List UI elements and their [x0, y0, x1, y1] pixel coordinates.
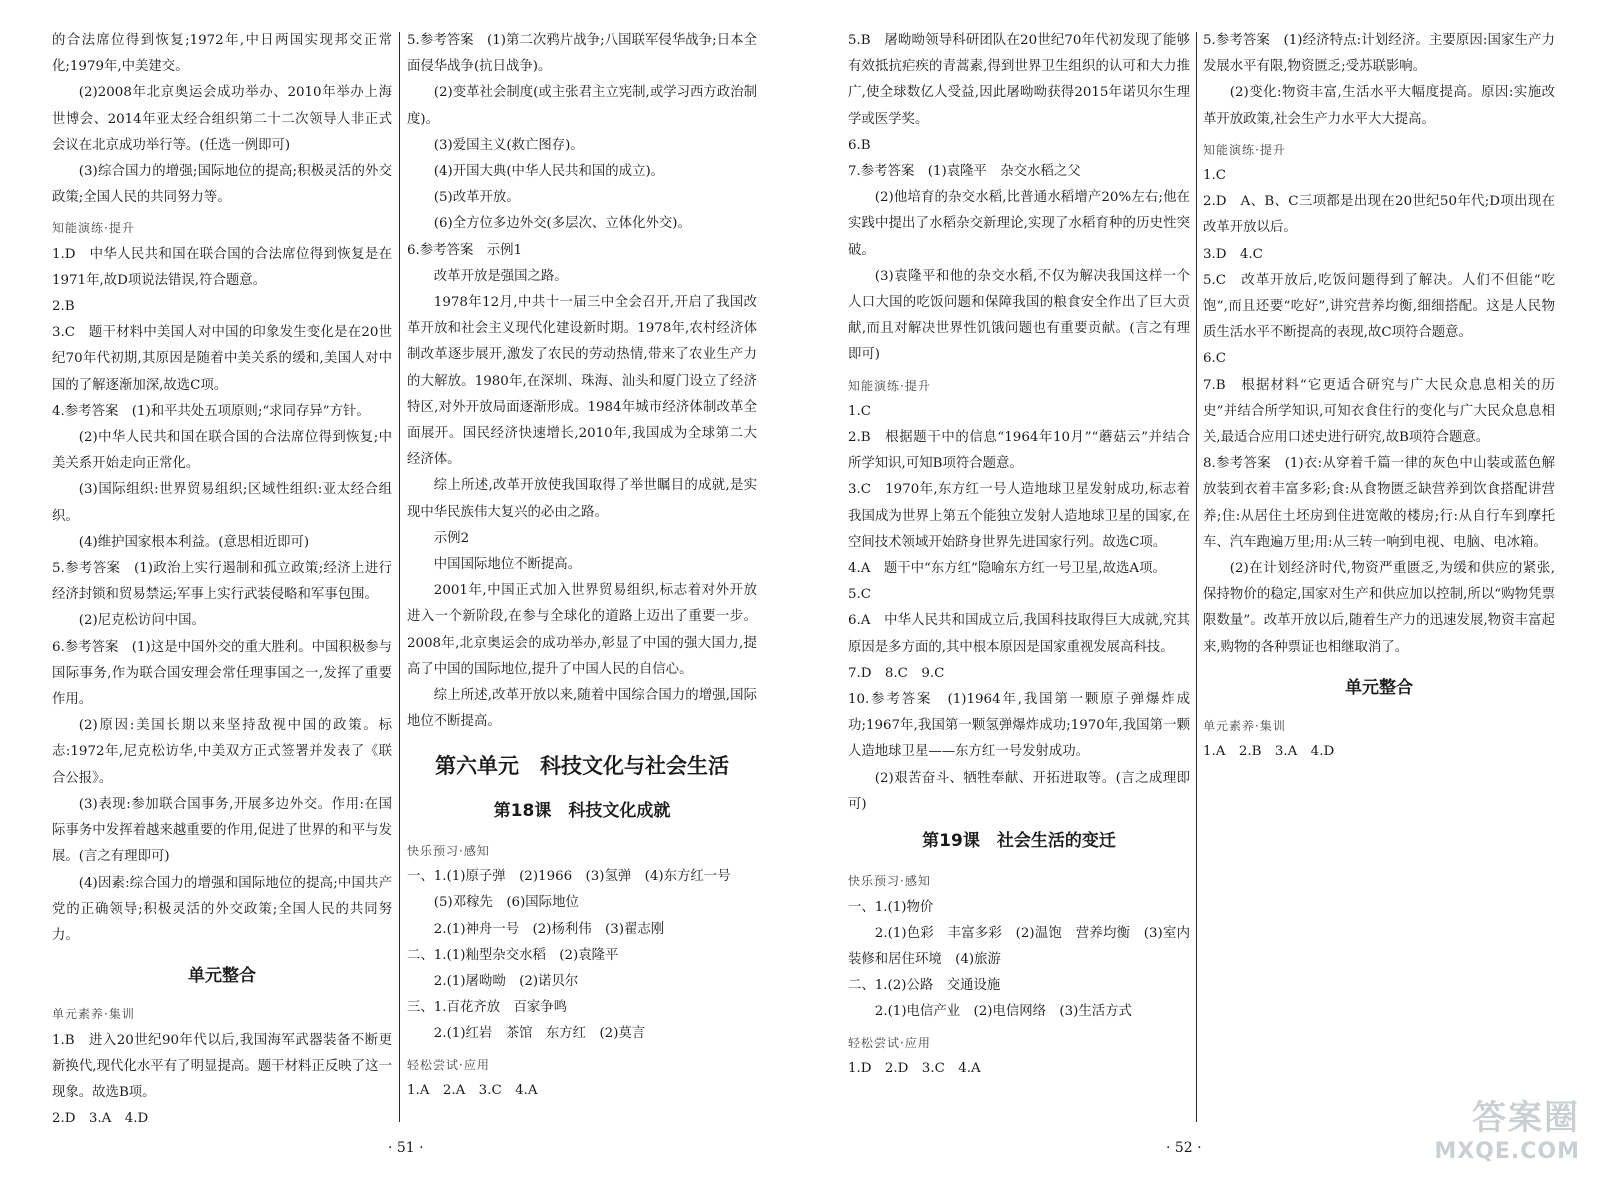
answer-paragraph: (4)维护国家根本利益。(意思相近即可) — [78, 534, 310, 550]
column-3 — [848, 28, 1190, 1082]
answer-paragraph: 综上所述,改革开放使我国取得了举世瞩目的成就,是实现中华民族伟大复兴的必由之路。 — [407, 478, 757, 520]
answer-paragraph: 2.(1)屠呦呦 (2)诺贝尔 — [433, 973, 579, 989]
answer-paragraph: 3.C 1970年,东方红一号人造地球卫星发射成功,标志着我国成为世界上第五个能独立发射人造地球卫星的国家,在空间技术领域开始跻身世界先进国家行列。故选C项。 — [848, 482, 1190, 550]
page-52 — [800, 0, 1600, 1178]
answer-paragraph: 6.A 中华人民共和国成立后,我国科技取得巨大成就,究其原因是多方面的,其中根本原因是国家重视发展高科技。 — [848, 613, 1190, 655]
answer-paragraph: (3)袁隆平和他的杂交水稻,不仅为解决我国这样一个人口大国的吃饭问题和保障我国的粮食安全作出了巨大贡献,而且对解决世界性饥饿问题也有重要贡献。(言之有理即可) — [848, 268, 1190, 363]
answer-paragraph: (3)综合国力的增强;国际地位的提高;积极灵活的外交政策;全国人民的共同努力等。 — [52, 164, 392, 206]
answer-paragraph: 改革开放是强国之路。 — [433, 268, 568, 284]
answer-paragraph: 6.参考答案 示例1 — [407, 242, 523, 258]
answer-paragraph: 4.A 题干中“东方红”隐喻东方红一号卫星,故选A项。 — [848, 561, 1166, 577]
section-label: 轻松尝试·应用 — [848, 1035, 931, 1050]
answer-paragraph: 示例2 — [433, 530, 470, 546]
answer-paragraph: (6)全方位多边外交(多层次、立体化外交)。 — [433, 216, 691, 232]
answer-paragraph: (4)因素:综合国力的增强和国际地位的提高;中国共产党的正确领导;积极灵活的外交政策;全国人民的共同努力。 — [52, 875, 392, 943]
answer-paragraph: 2.D A、B、C三项都是出现在20世纪50年代;D项出现在改革开放以后。 — [1203, 194, 1555, 236]
answer-paragraph: (5)邓稼先 (6)国际地位 — [433, 895, 579, 911]
section-label: 快乐预习·感知 — [848, 874, 931, 889]
watermark-line1: 答案圈 — [1472, 1098, 1580, 1138]
column-2 — [407, 28, 757, 1104]
answer-paragraph: 2.(1)电信产业 (2)电信网络 (3)生活方式 — [874, 1004, 1132, 1020]
answer-paragraph: (2)变化:物资丰富,生活水平大幅度提高。原因:实施改革开放政策,社会生产力水平大大提高。 — [1203, 85, 1555, 127]
answer-paragraph: (2)尼克松访问中国。 — [78, 613, 205, 629]
answer-paragraph: 2.B 根据题干中的信息“1964年10月”“蘑菇云”并结合所学知识,可知B项符合题意。 — [848, 430, 1190, 472]
answer-paragraph: 一、1.(1)原子弹 (2)1966 (3)氢弹 (4)东方红一号 — [407, 869, 731, 885]
heading: 单元整合 — [188, 966, 256, 987]
column-divider — [1196, 32, 1197, 1122]
answer-paragraph: 中国国际地位不断提高。 — [433, 557, 582, 573]
heading: 第18课 科技文化成就 — [493, 800, 671, 821]
heading: 单元整合 — [1345, 677, 1413, 698]
answer-paragraph: (3)爱国主义(救亡图存)。 — [433, 137, 584, 153]
answer-paragraph: 1.C — [1203, 168, 1227, 184]
page-number: · 51 · — [388, 1140, 424, 1156]
column-divider — [399, 32, 400, 1122]
answer-paragraph: 7.参考答案 (1)袁隆平 杂交水稻之父 — [848, 164, 1081, 180]
answer-paragraph: 3.D 4.C — [1203, 246, 1263, 262]
answer-paragraph: 的合法席位得到恢复;1972年,中日两国实现邦交正常化;1979年,中美建交。 — [52, 33, 392, 75]
page-number: · 52 · — [1166, 1140, 1202, 1156]
answer-paragraph: 1.D 2.D 3.C 4.A — [848, 1060, 981, 1076]
answer-paragraph: 3.C 题干材料中美国人对中国的印象发生变化是在20世纪70年代初期,其原因是随着中美关系的缓和,美国人对中国的了解逐渐加深,故选C项。 — [52, 325, 392, 393]
answer-paragraph: 1.A 2.B 3.A 4.D — [1203, 744, 1335, 760]
answer-paragraph: 1.B 进入20世纪90年代以后,我国海军武器装备不断更新换代,现代化水平有了明显提高。题干材料正反映了这一现象。故选B项。 — [52, 1032, 392, 1100]
column-1 — [52, 28, 392, 1132]
answer-paragraph: (2)在计划经济时代,物资严重匮乏,为缓和供应的紧张,保持物价的稳定,国家对生产和供应加以控制,所以“购物凭票限数量”。改革开放以后,随着生产力的迅速发展,物资丰富起来,购物的各种票证也相继取消了。 — [1203, 561, 1555, 655]
answer-paragraph: (2)中华人民共和国在联合国的合法席位得到恢复;中美关系开始走向正常化。 — [52, 430, 392, 472]
answer-paragraph: (5)改革开放。 — [433, 190, 520, 206]
answer-paragraph: 1.D 中华人民共和国在联合国的合法席位得到恢复是在1971年,故D项说法错误,符合题意。 — [52, 246, 392, 288]
answer-paragraph: 7.B 根据材料“它更适合研究与广大民众息息相关的历史”并结合所学知识,可知衣食住行的变化与广大民众息息相关,最适合应用口述史进行研究,故B项符合题意。 — [1203, 377, 1555, 446]
answer-paragraph: 1.C — [848, 403, 872, 419]
section-label: 单元素养·集训 — [1203, 719, 1286, 734]
answer-paragraph: 三、1.百花齐放 百家争鸣 — [407, 1000, 568, 1016]
answer-paragraph: 5.B 屠呦呦领导科研团队在20世纪70年代初发现了能够有效抵抗疟疾的青蒿素,得到世界卫生组织的认可和大力推广,使全球数亿人受益,因此屠呦呦获得2015年诺贝尔生理学或医学奖。 — [848, 33, 1190, 127]
answer-paragraph: (4)开国大典(中华人民共和国的成立)。 — [433, 164, 665, 180]
answer-paragraph: 二、1.(1)籼型杂交水稻 (2)袁隆平 — [407, 947, 619, 963]
answer-paragraph: 4.参考答案 (1)和平共处五项原则;“求同存异”方针。 — [52, 403, 370, 419]
answer-paragraph: (2)艰苦奋斗、牺牲奉献、开拓进取等。(言之成理即可) — [848, 770, 1190, 812]
answer-paragraph: (3)国际组织:世界贸易组织;区域性组织:亚太经合组织。 — [52, 482, 392, 524]
answer-paragraph: 6.B — [848, 137, 871, 153]
answer-paragraph: (2)2008年北京奥运会成功举办、2010年举办上海世博会、2014年亚太经合组织第二十二次领导人非正式会议在北京成功举行等。(任选一例即可) — [52, 85, 392, 153]
watermark-logo — [1380, 1090, 1580, 1170]
answer-paragraph: 二、1.(2)公路 交通设施 — [848, 978, 1001, 994]
answer-paragraph: 1978年12月,中共十一届三中全会召开,开启了我国改革开放和社会主义现代化建设新时期。1978年,农村经济体制改革逐步展开,激发了农民的劳动热情,带来了农业生产力的大解放。1980年,在深圳、珠海、汕头和厦门设立了经济特区,对外开放局面逐渐形成。1984年城市经济体制改革全面展开。国民经济快速增长,2010年,我国成为全球第二大经济体。 — [407, 295, 757, 468]
answer-paragraph: (2)变革社会制度(或主张君主立宪制,或学习西方政治制度)。 — [407, 85, 757, 127]
answer-paragraph: 2.B — [52, 299, 75, 315]
answer-paragraph: 6.参考答案 (1)这是中国外交的重大胜利。中国积极参与国际事务,作为联合国安理会常任理事国之一,发挥了重要作用。 — [52, 639, 392, 708]
answer-paragraph: 1.A 2.A 3.C 4.A — [407, 1082, 538, 1098]
section-label: 知能演练·提升 — [1203, 142, 1286, 157]
column-4 — [1203, 28, 1555, 765]
answer-paragraph: 2.D 3.A 4.D — [52, 1111, 149, 1127]
watermark-line2: MXQE.COM — [1434, 1139, 1580, 1164]
answer-paragraph: 一、1.(1)物价 — [848, 899, 934, 915]
answer-paragraph: (3)表现:参加联合国事务,开展多边外交。作用:在国际事务中发挥着越来越重要的作用,促进了世界的和平与发展。(言之有理即可) — [52, 796, 392, 865]
answer-paragraph: 2001年,中国正式加入世界贸易组织,标志着对外开放进入一个新阶段,在参与全球化的道路上迈出了重要一步。2008年,北京奥运会的成功举办,彰显了中国的强大国力,提高了中国的国际地位,提升了中国人民的自信心。 — [407, 583, 757, 677]
answer-paragraph: (2)原因:美国长期以来坚持敌视中国的政策。标志:1972年,尼克松访华,中美双方正式签署并发表了《联合公报》。 — [52, 718, 392, 786]
answer-paragraph: 5.C — [848, 587, 872, 603]
answer-paragraph: 2.(1)红岩 茶馆 东方红 (2)莫言 — [433, 1026, 646, 1042]
section-label: 快乐预习·感知 — [407, 843, 490, 858]
section-label: 知能演练·提升 — [52, 221, 135, 236]
answer-paragraph: 7.D 8.C 9.C — [848, 665, 945, 681]
answer-paragraph: 综上所述,改革开放以来,随着中国综合国力的增强,国际地位不断提高。 — [407, 688, 757, 730]
answer-paragraph: 2.(1)色彩 丰富多彩 (2)温饱 营养均衡 (3)室内装修和居住环境 (4)旅游 — [848, 925, 1190, 967]
section-label: 知能演练·提升 — [848, 378, 931, 393]
heading: 第19课 社会生活的变迁 — [922, 831, 1116, 852]
answer-paragraph: 10.参考答案 (1)1964年,我国第一颗原子弹爆炸成功;1967年,我国第一颗氢弹爆炸成功;1970年,我国第一颗人造地球卫星——东方红一号发射成功。 — [848, 692, 1190, 760]
answer-paragraph: 5.参考答案 (1)政治上实行遏制和孤立政策;经济上进行经济封锁和贸易禁运;军事上实行武装侵略和军事包围。 — [52, 561, 392, 603]
heading: 第六单元 科技文化与社会生活 — [435, 754, 729, 779]
answer-paragraph: (2)他培育的杂交水稻,比普通水稻增产20%左右;他在实践中提出了水稻杂交新理论,实现了水稻育种的历史性突破。 — [848, 190, 1190, 258]
answer-paragraph: 5.C 改革开放后,吃饭问题得到了解决。人们不但能“吃饱”,而且还要“吃好”,讲究营养均衡,细细搭配。这是人民物质生活水平不断提高的表现,故C项符合题意。 — [1203, 272, 1555, 341]
answer-paragraph: 8.参考答案 (1)衣:从穿着千篇一律的灰色中山装或蓝色解放装到衣着丰富多彩;食:从食物匮乏缺营养到饮食搭配讲营养;住:从居住土坯房到住进宽敞的楼房;行:从自行车到摩托车、汽车跑遍万里;用:从三转一响到电视、电脑、电冰箱。 — [1203, 456, 1555, 550]
answer-paragraph: 6.C — [1203, 351, 1227, 367]
answer-paragraph: 5.参考答案 (1)第二次鸦片战争;八国联军侵华战争;日本全面侵华战争(抗日战争)。 — [407, 33, 757, 75]
answer-paragraph: 2.(1)神舟一号 (2)杨利伟 (3)翟志刚 — [433, 921, 665, 937]
section-label: 轻松尝试·应用 — [407, 1057, 490, 1072]
answer-paragraph: 5.参考答案 (1)经济特点:计划经济。主要原因:国家生产力发展水平有限,物资匮乏;受苏联影响。 — [1203, 33, 1555, 75]
section-label: 单元素养·集训 — [52, 1007, 135, 1022]
